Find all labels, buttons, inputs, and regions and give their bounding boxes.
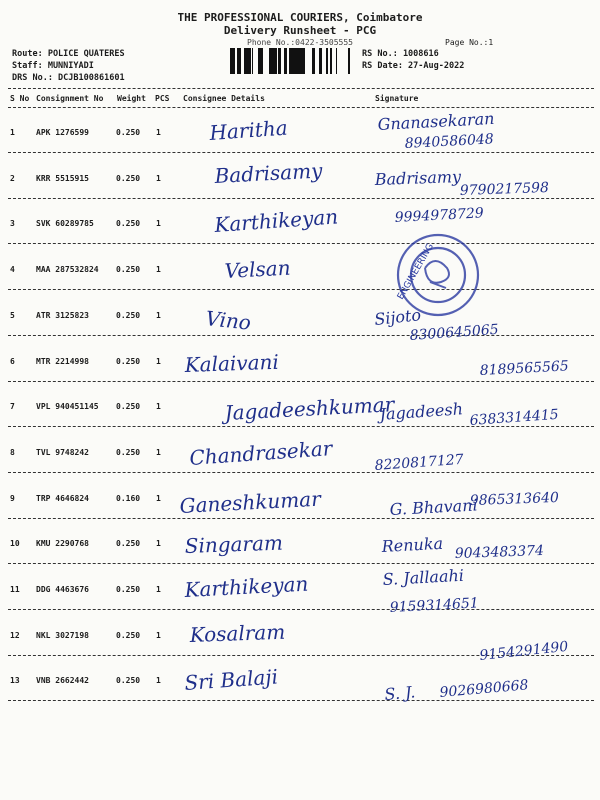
row-weight: 0.250: [116, 585, 141, 594]
row-pcs: 1: [156, 585, 161, 594]
row-weight: 0.250: [116, 310, 141, 320]
row-sno: 10: [10, 539, 20, 549]
route-label: Route: POLICE QUATERES: [12, 49, 125, 59]
barcode-bar: [260, 48, 261, 74]
barcode-bar: [326, 48, 328, 74]
rs-date: RS Date: 27-Aug-2022: [362, 61, 465, 71]
signature-handwriting: Renuka: [381, 533, 444, 556]
row-pcs: 1: [156, 676, 161, 686]
row-weight: 0.160: [116, 493, 141, 503]
row-pcs: 1: [156, 630, 161, 640]
col-consignment: Consignment No: [36, 94, 104, 103]
table-row: [8, 382, 594, 427]
phone-handwriting: 9154291490: [478, 638, 570, 664]
row-pcs: 1: [156, 402, 161, 412]
consignee-handwriting: Kalaivani: [184, 349, 280, 377]
phone-handwriting: 9790217598: [459, 179, 550, 199]
barcode-bar: [301, 48, 303, 74]
phone-handwriting: 9865313640: [469, 489, 560, 509]
col-signature: Signature: [375, 94, 419, 103]
signature-handwriting: Sijoto: [373, 305, 422, 329]
consignee-handwriting: Haritha: [208, 115, 289, 145]
row-sno: 5: [10, 310, 15, 320]
barcode-bar: [297, 48, 298, 74]
phone-handwriting: 8189565565: [479, 358, 570, 379]
header-rule-top: [8, 88, 594, 89]
row-consignment: TRP 4646824: [36, 493, 89, 503]
table-row: [8, 245, 594, 290]
meta-left: [12, 48, 125, 84]
row-sno: 13: [10, 676, 20, 686]
consignee-handwriting: Sri Balaji: [183, 664, 279, 695]
table-row: [8, 108, 594, 153]
barcode-bar: [284, 48, 287, 74]
row-consignment: DDG 4463676: [36, 585, 89, 594]
row-weight: 0.250: [116, 539, 141, 549]
col-pcs: PCS: [155, 94, 170, 103]
phone-handwriting: 6383314415: [469, 406, 560, 429]
barcode-bar: [244, 48, 246, 74]
row-pcs: 1: [156, 219, 161, 229]
rs-number: RS No.: 1008616: [362, 49, 439, 59]
phone-handwriting: 9159314651: [389, 595, 480, 616]
table-row: [8, 474, 594, 519]
table-row: [8, 337, 594, 382]
row-consignment: VNB 2662442: [36, 676, 89, 686]
barcode-bar: [232, 48, 234, 74]
table-row: [8, 565, 594, 610]
staff-label: Staff: MUNNIYADI: [12, 61, 94, 71]
row-consignment: MAA 287532824: [36, 265, 99, 275]
barcode-bar: [319, 48, 322, 74]
row-weight: 0.250: [116, 128, 141, 137]
barcode-bar: [258, 48, 260, 74]
row-sno: 1: [10, 128, 15, 137]
row-pcs: 1: [156, 173, 161, 183]
row-sno: 12: [10, 630, 20, 640]
table-row: [8, 199, 594, 244]
row-weight: 0.250: [116, 630, 141, 640]
barcode-bar: [330, 48, 331, 74]
consignee-handwriting: Velsan: [224, 255, 292, 283]
row-pcs: 1: [156, 539, 161, 549]
row-sno: 3: [10, 219, 15, 229]
consignee-handwriting: Chandrasekar: [188, 436, 333, 470]
row-consignment: ATR 3125823: [36, 310, 89, 320]
row-pcs: 1: [156, 447, 161, 457]
barcode-bar: [271, 48, 274, 74]
barcode-bar: [274, 48, 277, 74]
phone-number: Phone No.:0422-3505555: [247, 38, 353, 47]
row-pcs: 1: [156, 493, 161, 503]
barcode-bar: [252, 48, 253, 74]
row-consignment: VPL 940451145: [36, 402, 99, 412]
runsheet-title: Delivery Runsheet - PCG: [223, 24, 377, 37]
signature-handwriting: G. Bhavani: [389, 495, 479, 519]
svg-text:ENGINEERING: ENGINEERING: [395, 242, 436, 302]
table-row: [8, 154, 594, 199]
col-sno: S No: [10, 94, 30, 103]
phone-handwriting: 9994978729: [394, 205, 485, 226]
table-row: [8, 291, 594, 336]
barcode-bar: [336, 48, 337, 74]
row-weight: 0.250: [116, 676, 141, 686]
consignee-handwriting: Badrisamy: [214, 158, 323, 188]
barcode-bar: [298, 48, 301, 74]
meta-right: [362, 48, 464, 72]
row-consignment: KMU 2290768: [36, 539, 89, 549]
row-consignment: SVK 60289785: [36, 219, 94, 229]
table-row: [8, 428, 594, 473]
row-weight: 0.250: [116, 356, 141, 366]
row-sno: 9: [10, 493, 15, 503]
signature-handwriting: Badrisamy: [374, 166, 462, 189]
consignee-handwriting: Jagadeeshkumar: [224, 392, 395, 425]
phone-handwriting: 9043483374: [454, 542, 545, 562]
col-weight: Weight: [117, 94, 146, 103]
row-sno: 8: [10, 447, 15, 457]
barcode-bar: [269, 48, 271, 74]
row-pcs: 1: [156, 265, 161, 275]
barcode-bar: [312, 48, 315, 74]
barcode-bar: [303, 48, 305, 74]
phone-handwriting: 8220817127: [374, 451, 465, 474]
row-pcs: 1: [156, 128, 161, 137]
row-consignment: APK 1276599: [36, 128, 89, 137]
table-row: [8, 519, 594, 564]
row-pcs: 1: [156, 310, 161, 320]
barcode-bar: [278, 48, 281, 74]
barcode-bar: [246, 48, 249, 74]
drs-number: DRS No.: DCJB100861601: [12, 73, 125, 83]
row-consignment: MTR 2214998: [36, 356, 89, 366]
consignee-handwriting: Kosalram: [189, 619, 286, 647]
consignee-handwriting: Vino: [204, 306, 253, 335]
phone-handwriting: 8300645065: [409, 321, 500, 344]
barcode: [230, 48, 354, 74]
col-consignee: Consignee Details: [183, 94, 265, 103]
phone-handwriting: 8940586048: [404, 131, 495, 152]
consignee-handwriting: Singaram: [184, 530, 284, 558]
row-pcs: 1: [156, 356, 161, 366]
row-consignment: NKL 3027198: [36, 630, 89, 640]
signature-handwriting: Gnanasekaran: [377, 108, 495, 134]
table-row: [8, 656, 594, 701]
row-consignment: KRR 5515915: [36, 173, 89, 183]
barcode-bar: [249, 48, 251, 74]
barcode-bar: [230, 48, 232, 74]
row-sno: 6: [10, 356, 15, 366]
row-divider: [8, 700, 594, 701]
row-weight: 0.250: [116, 173, 141, 183]
row-weight: 0.250: [116, 219, 141, 229]
barcode-bar: [261, 48, 263, 74]
barcode-bar: [240, 48, 241, 74]
row-sno: 4: [10, 265, 15, 275]
signature-handwriting: S. Jallaahi: [382, 565, 465, 589]
barcode-bar: [291, 48, 294, 74]
phone-handwriting: 9026980668: [438, 677, 530, 701]
barcode-bar: [289, 48, 291, 74]
row-sno: 11: [10, 585, 20, 594]
page-number: Page No.:1: [445, 38, 494, 47]
row-consignment: TVL 9748242: [36, 447, 89, 457]
signature-handwriting: Jagadeesh: [378, 399, 464, 424]
row-sno: 7: [10, 402, 15, 412]
barcode-bar: [237, 48, 240, 74]
consignee-handwriting: Ganeshkumar: [179, 486, 322, 518]
consignee-handwriting: Karthikeyan: [213, 204, 339, 237]
barcode-bar: [234, 48, 235, 74]
barcode-bar: [331, 48, 332, 74]
signature-handwriting: S. J.: [383, 682, 417, 704]
company-title: THE PROFESSIONAL COURIERS, Coimbatore: [177, 11, 423, 24]
row-sno: 2: [10, 173, 15, 183]
barcode-bar: [294, 48, 297, 74]
row-weight: 0.250: [116, 402, 141, 412]
table-row: [8, 611, 594, 656]
row-weight: 0.250: [116, 447, 141, 457]
row-weight: 0.250: [116, 265, 141, 275]
consignee-handwriting: Karthikeyan: [184, 571, 309, 602]
barcode-bar: [348, 48, 350, 74]
